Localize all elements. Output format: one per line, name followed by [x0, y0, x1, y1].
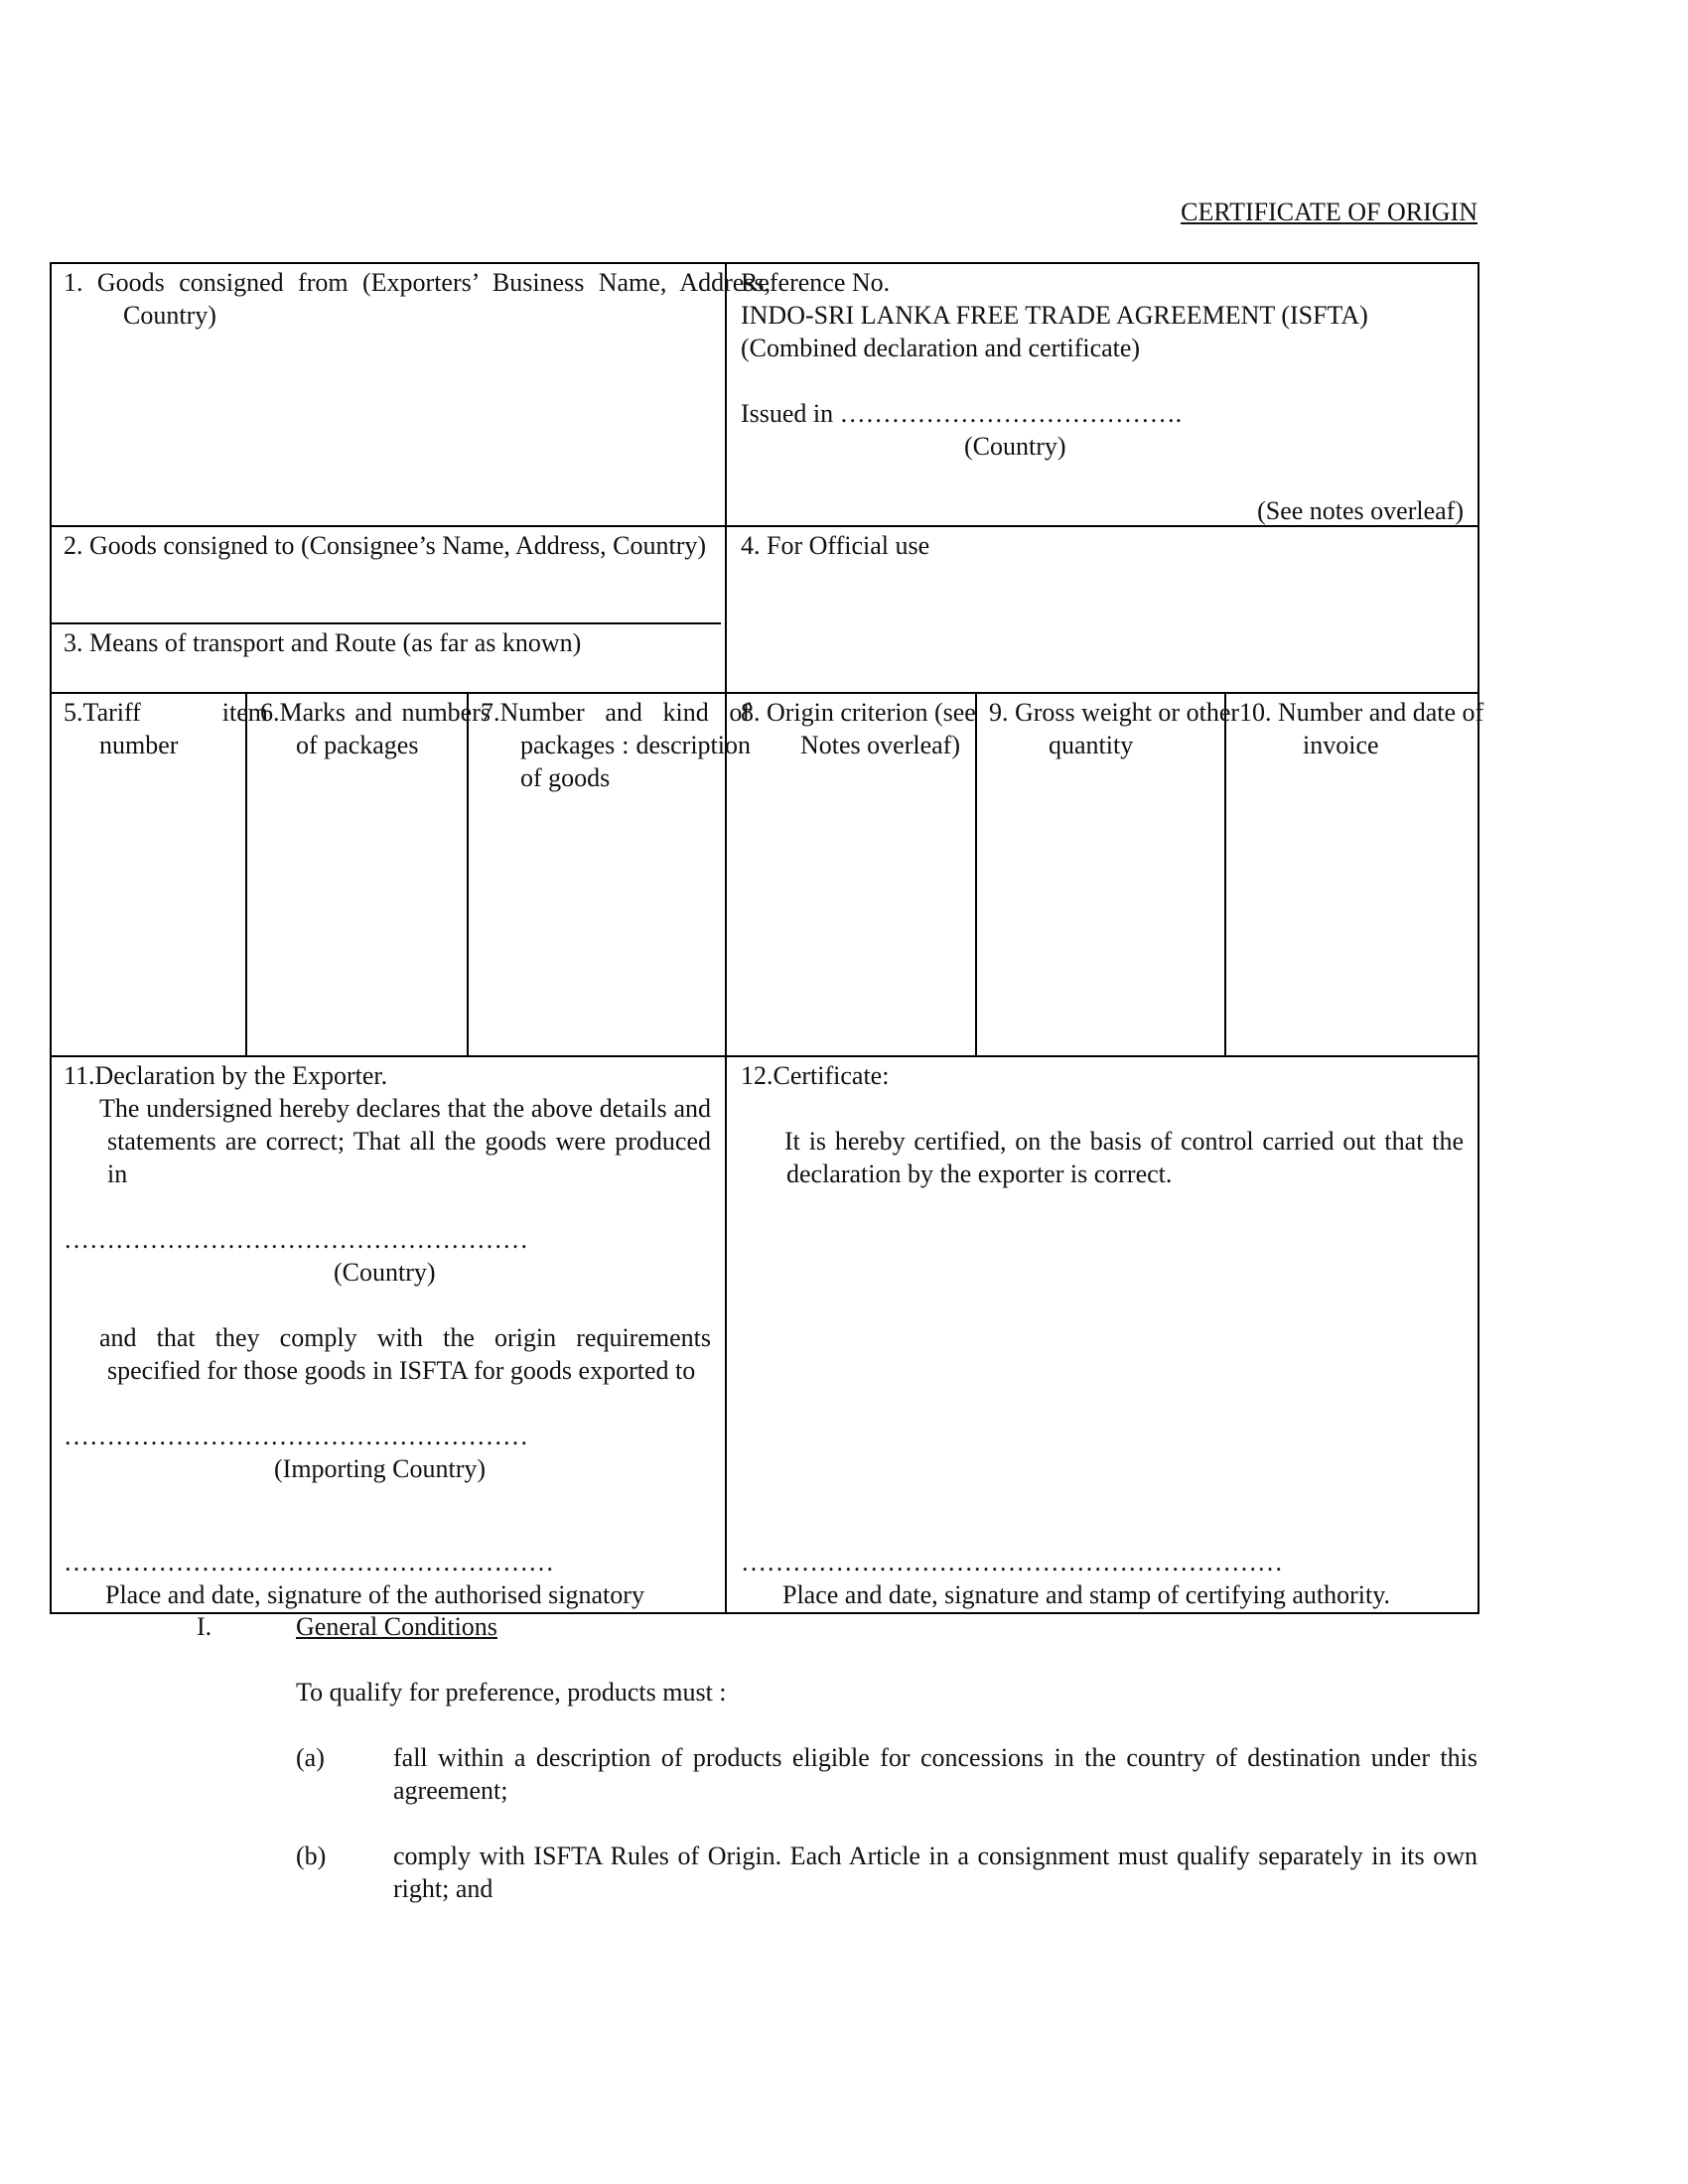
box3-means-of-transport: 3. Means of transport and Route (as far as known)	[64, 628, 582, 657]
row3-divider	[50, 1055, 1479, 1057]
form-border-right	[1477, 262, 1479, 1614]
box2-box3-divider	[50, 622, 721, 624]
col10-invoice: 10. Number and date of invoice	[1239, 698, 1484, 759]
box12-para: It is hereby certified, on the basis of control carried out that the declaration by the exporter is correct.	[784, 1127, 1464, 1188]
note-item-a-text: fall within a description of products eligible for concessions in the country of destination under this agreement;	[393, 1743, 1477, 1805]
col9-gross-weight: 9. Gross weight or other quantity	[989, 698, 1240, 759]
box4-official-use: 4. For Official use	[741, 531, 930, 560]
box11-heading: 11.Declaration by the Exporter.	[64, 1061, 388, 1090]
box11-dots-country: ………………………………………………	[64, 1225, 528, 1254]
section-title: General Conditions	[296, 1612, 497, 1641]
box2-goods-consigned-to: 2. Goods consigned to (Consignee’s Name, Address, Country)	[64, 531, 707, 560]
issued-country-label: (Country)	[964, 432, 1066, 461]
reference-no: Reference No.	[741, 268, 891, 297]
box1-goods-consigned-from: 1. Goods consigned from (Exporters’ Business Name, Address, Country)	[64, 268, 771, 330]
box11-country-label: (Country)	[334, 1258, 436, 1287]
form-border-bottom	[50, 1612, 1479, 1614]
box12-certificate	[741, 1059, 1464, 1611]
note-item-a-marker: (a)	[296, 1743, 325, 1772]
box11-importing-country-label: (Importing Country)	[274, 1454, 487, 1483]
col5-tariff-item-number: 5.Tariff item number	[64, 698, 268, 759]
col8-origin-criterion: 8. Origin criterion (see Notes overleaf)	[741, 698, 976, 759]
reference-box	[741, 266, 1464, 525]
row2-divider	[50, 692, 1479, 694]
box11-para2: and that they comply with the origin requirements specified for those goods in ISFTA for goods exported to	[99, 1323, 711, 1385]
box11-declaration	[64, 1059, 711, 1611]
box12-signature-label: Place and date, signature and stamp of certifying authority.	[782, 1580, 1391, 1609]
box11-dots-importing: ………………………………………………	[64, 1422, 528, 1450]
note-item-b-text: comply with ISFTA Rules of Origin. Each Article in a consignment must qualify separately in its own right; and	[393, 1842, 1477, 1903]
box12-dots-signature: ………………………………………………………	[741, 1548, 1283, 1576]
note-item-b-marker: (b)	[296, 1842, 327, 1870]
box12-heading: 12.Certificate:	[741, 1061, 890, 1090]
box11-dots-signature: …………………………………………………	[64, 1548, 554, 1576]
form-border-left	[50, 262, 52, 1614]
see-notes-overleaf: (See notes overleaf)	[1257, 496, 1464, 525]
agreement-title: INDO-SRI LANKA FREE TRADE AGREEMENT (ISFTA)	[741, 301, 1368, 330]
issued-in: Issued in ………………………………….	[741, 399, 1183, 428]
document-title: CERTIFICATE OF ORIGIN	[1181, 198, 1477, 226]
notes-intro: To qualify for preference, products must :	[296, 1678, 727, 1706]
col7-number-and-kind: 7.Number and kind of packages : description of goods	[481, 698, 751, 792]
center-divider	[725, 262, 727, 1614]
box11-para1: The undersigned hereby declares that the above details and statements are correct; That all the goods were produced in	[99, 1094, 711, 1188]
col6-marks-and-numbers: 6.Marks and numbers of packages	[260, 698, 491, 759]
form-border-top	[50, 262, 1479, 264]
box11-signature-label: Place and date, signature of the authorised signatory	[105, 1580, 644, 1609]
section-number: I.	[197, 1612, 212, 1641]
combined-declaration: (Combined declaration and certificate)	[741, 334, 1141, 362]
